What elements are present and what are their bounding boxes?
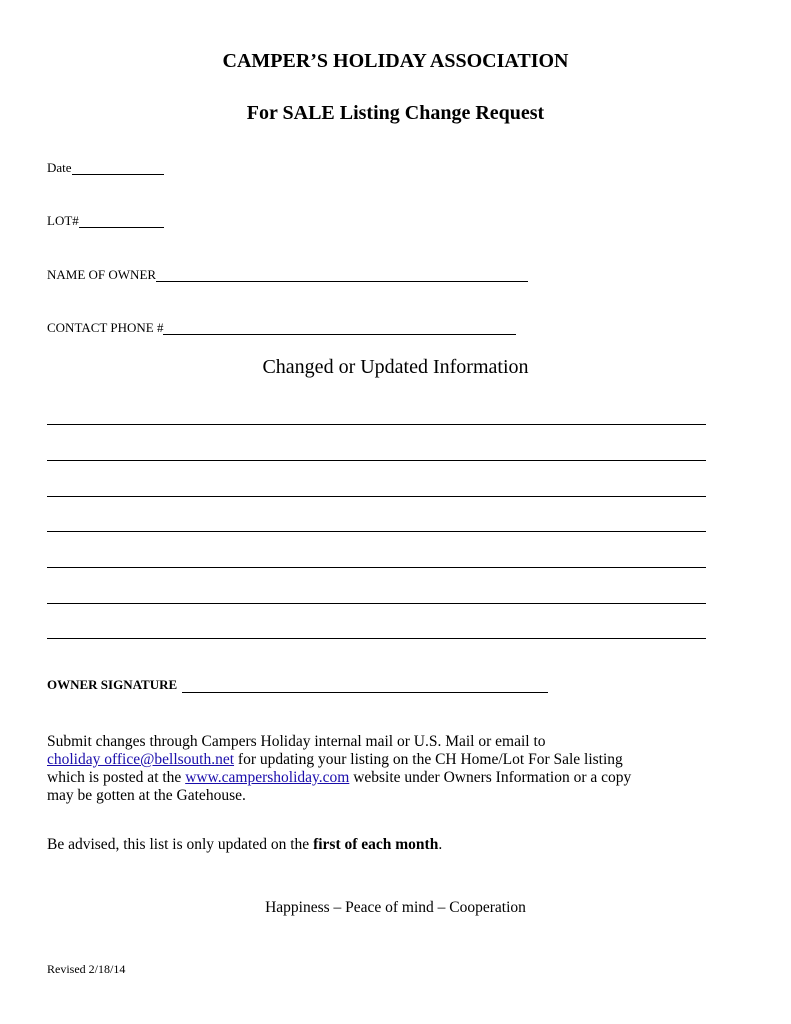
info-line[interactable]: [47, 567, 706, 568]
info-line[interactable]: [47, 531, 706, 532]
date-blank-line[interactable]: [72, 160, 164, 175]
owner-name-blank-line[interactable]: [156, 267, 528, 282]
instructions-line: may be gotten at the Gatehouse.: [47, 787, 246, 804]
lot-field: [47, 213, 164, 228]
owner-name-label: NAME OF OWNER: [47, 267, 157, 282]
form-subtitle: For SALE Listing Change Request: [246, 102, 545, 124]
info-line[interactable]: [47, 460, 706, 461]
instructions-text: for updating your listing on the CH Home/Lot For Sale listing: [234, 751, 623, 768]
motto: Happiness – Peace of mind – Cooperation: [265, 899, 526, 916]
date-field: [47, 160, 164, 175]
lot-blank-line[interactable]: [79, 213, 164, 228]
date-label: Date: [47, 160, 72, 175]
instructions-line: [47, 751, 631, 769]
owner-name-field: [47, 267, 528, 282]
update-notice: [47, 836, 442, 854]
lot-label: LOT#: [47, 213, 79, 228]
info-line[interactable]: [47, 496, 706, 497]
info-line[interactable]: [47, 603, 706, 604]
changed-info-heading: Changed or Updated Information: [262, 356, 529, 378]
form-title: CAMPER’S HOLIDAY ASSOCIATION: [222, 50, 569, 72]
instructions-text: which is posted at the: [47, 769, 186, 786]
notice-text: Be advised, this list is only updated on the: [47, 836, 314, 853]
revision-date: Revised 2/18/14: [47, 962, 126, 976]
contact-phone-field: [47, 320, 516, 335]
owner-signature-blank-line[interactable]: [182, 678, 548, 693]
instructions-line: Submit changes through Campers Holiday internal mail or U.S. Mail or email to: [47, 733, 546, 750]
info-line[interactable]: [47, 424, 706, 425]
instructions-line: [47, 769, 631, 787]
website-link[interactable]: www.campersholiday.com: [185, 769, 350, 786]
owner-signature-label: OWNER SIGNATURE: [47, 677, 178, 692]
owner-signature-field: [47, 677, 548, 693]
notice-emphasis: first of each month: [313, 836, 439, 853]
contact-phone-blank-line[interactable]: [163, 320, 516, 335]
notice-text: .: [438, 836, 443, 853]
email-link[interactable]: choliday office@bellsouth.net: [47, 751, 235, 768]
instructions-paragraph: [47, 733, 631, 805]
contact-phone-label: CONTACT PHONE #: [47, 320, 164, 335]
instructions-text: website under Owners Information or a copy: [349, 769, 632, 786]
info-line[interactable]: [47, 638, 706, 639]
